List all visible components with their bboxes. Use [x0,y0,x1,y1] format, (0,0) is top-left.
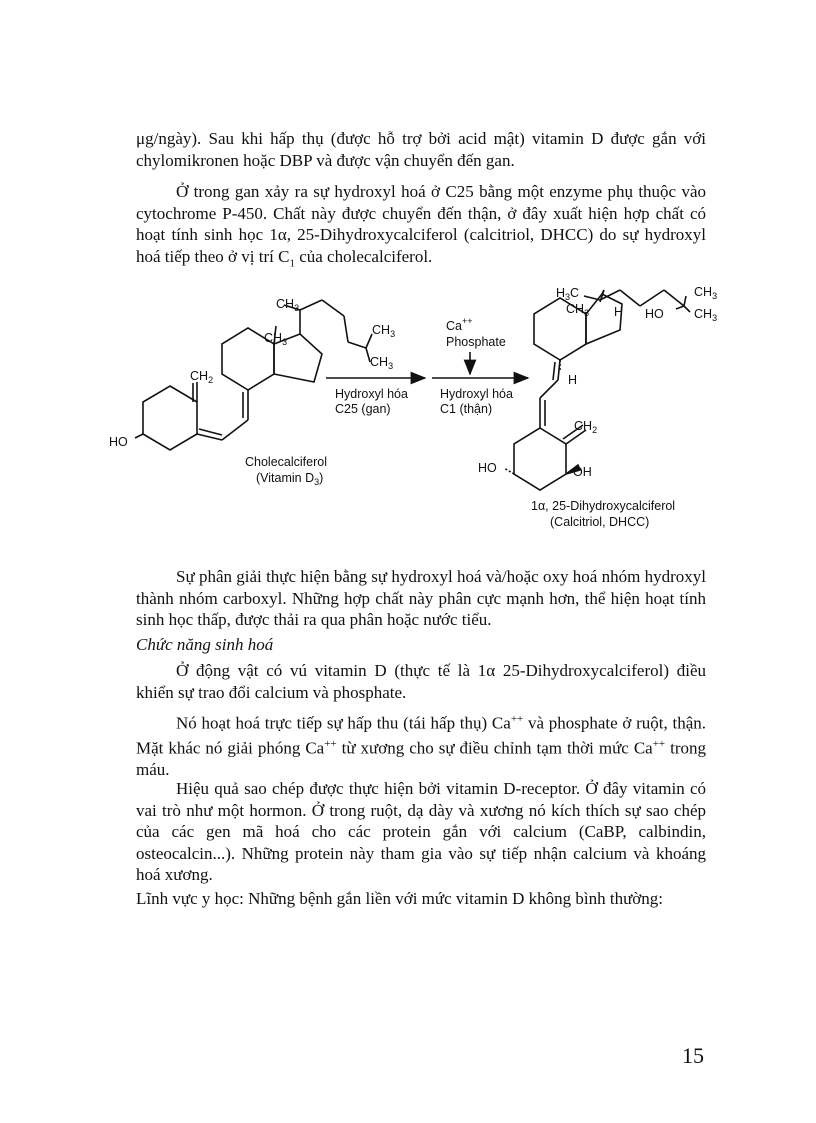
paragraph-medicine [136,888,706,910]
ch3-label: $CH_3$ [276,297,300,313]
arrow1-label-line1: Hydroxyl hóa [335,387,408,401]
page-number: 15 [682,1043,704,1068]
superscript: ++ [510,713,524,725]
vitamin-d3-name: (Vitamin $D_3$) [256,471,324,487]
superscript: ++ [652,738,666,751]
h-label: H [568,373,578,387]
paragraph-mammals [136,660,706,703]
paragraph-calcium [136,709,706,781]
ch3-label: $CH_3$ [694,285,718,301]
ch2-label: $CH_2$ [190,369,214,385]
phosphate-label: Phosphate [446,335,506,349]
paragraph-text: Hiệu quả sao chép được thực hiện bởi vitamin D-receptor. Ở đây vitamin có vai trò như một hormon. Ở trong ruột, dạ dày và xương nó kích thích sự sao chép của các gen mã hoá cho các protein gắn với calcium (CaBP, calbindin, osteocalcin...). Những protein này tham gia vào sự tiếp nhận calcium và khoáng hoá xương. [136,779,706,884]
ho-label: HO [478,461,497,475]
paragraph-degradation [136,566,706,631]
paragraph-text: Lĩnh vực y học: Những bệnh gắn liền với mức vitamin D không bình thường: [136,889,663,908]
arrow1-label-line2: C25 (gan) [335,402,391,416]
ch3-label: $CH_3$ [372,323,396,339]
vitamin-d-pathway-figure [0,0,816,560]
paragraph-text: Ở động vật có vú vitamin D (thực tế là 1α 25-Dihydroxycalciferol) điều khiển sự trao đổi calcium và phosphate. [136,661,706,702]
ho-label: HO [645,307,664,321]
paragraph-text: Nó hoạt hoá trực tiếp sự hấp thu (tái hấp thụ) Ca [176,713,511,733]
arrow2-label-line1: Hydroxyl hóa [440,387,513,401]
arrow2-label-line2: C1 (thận) [440,402,493,416]
paragraph-text: của cholecalciferol. [294,246,433,266]
paragraph-text: Sự phân giải thực hiện bằng sự hydroxyl hoá và/hoặc oxy hoá nhóm hydroxyl thành nhóm carboxyl. Những hợp chất này phân cực mạnh hơn, thể hiện hoạt tính sinh học thấp, được thải ra qua phân hoặc nước tiểu. [136,567,706,629]
oh-label: OH [573,465,592,479]
cholecalciferol-name: Cholecalciferol [245,455,327,469]
paragraph-text: trong máu. [136,738,706,780]
subscript: 1 [289,256,295,269]
ho-label: HO [109,435,128,449]
ch2-label: $CH_2$ [574,419,598,435]
cholecalciferol-structure [135,300,372,450]
paragraph-text: từ xương cho sự điều chỉnh tạm thời mức Ca [336,738,653,758]
ch3-label: $CH_3$ [566,302,590,318]
ch3-label: $CH_3$ [264,331,288,347]
paragraph-text: μg/ngày). Sau khi hấp thụ (được hỗ trợ bởi acid mật) vitamin D được gắn với chylomikronen hoặc DBP và được vận chuyển đến gan. [136,129,706,170]
calcitriol-name: 1α, 25-Dihydroxycalciferol [531,499,676,513]
calcitriol-alt-name: (Calcitriol, DHCC) [550,515,650,529]
h-label: H [614,305,624,319]
section-heading: Chức năng sinh hoá [136,635,274,654]
ch3-label: $CH_3$ [694,307,718,323]
ch3-label: $CH_3$ [370,355,394,371]
calcium-label: Ca++ [446,316,473,333]
superscript: ++ [324,738,337,751]
paragraph-receptor [136,778,706,886]
paragraph-text: và phosphate ở ruột, thận. Mặt khác nó giải phóng Ca [136,713,706,758]
h3c-label: $H_3C$ [556,286,580,302]
paragraph-text: Ở trong gan xảy ra sự hydroxyl hoá ở C25 bằng một enzyme phụ thuộc vào cytochrome P-450. Chất này được chuyển đến thận, ở đây xuất hiện hợp chất có hoạt tính sinh học 1α, 25-Dihydroxycalciferol (calcitriol, DHCC) do sự hydroxyl hoá tiếp theo ở vị trí C [136,182,706,266]
